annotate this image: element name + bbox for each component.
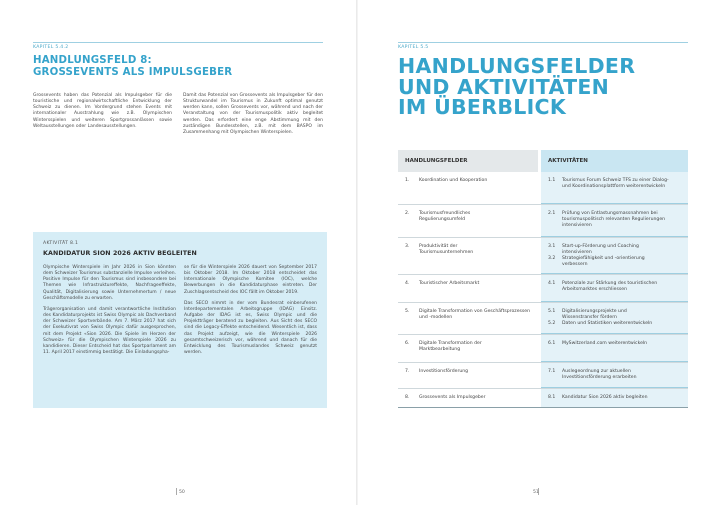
activity-item [541,369,688,381]
field-number: 1. [405,178,410,183]
table-row [398,205,688,238]
activity-column-2 [184,265,317,361]
field-label: Produktivität der Tourismusunternehmen [419,244,474,256]
table-header [398,150,688,172]
activity-number: 7.1 [548,369,556,374]
field-number: 4. [405,281,410,286]
activity-number: 6.1 [548,341,556,346]
activity-cell [541,172,688,204]
field-number: 3. [405,244,410,249]
field-label: Investitionsförderung [419,369,469,374]
section-heading-line2: GROSSEVENTS ALS IMPULSGEBER [33,66,233,78]
activity-kicker: AKTIVITÄT 8.1 [43,241,79,246]
activity-cell [541,205,688,237]
table-row [398,389,688,408]
activity-label: MySwitzerland.com weiterentwickeln [562,341,648,346]
activity-cell [541,238,688,274]
activity-label: Strategiefähigkeit und -orientierung verbessern [562,256,645,268]
intro-column-2 [183,93,323,141]
field-label: Touristischer Arbeitsmarkt [419,281,480,286]
field-cell [398,363,538,388]
activity-number: 5.2 [548,321,556,327]
table-row [398,172,688,205]
activity-item [541,244,688,256]
overview-heading-line2: UND AKTIVITÄTEN [398,74,610,99]
page-number-rule [176,488,177,495]
field-number: 5. [405,309,410,314]
table-row [398,303,688,335]
field-cell [398,238,538,274]
activity-cell [541,303,688,334]
header-activities: AKTIVITÄTEN [541,150,688,172]
activity-paragraph-3: se für die Winterspiele 2026 dauert von September 2017 bis Oktober 2018. Im Oktober 2018 entscheidet das Internationale Olympische Komitee (IOC), welche Bewerbungen in die Kandidaturphase eintreten. Der Zuschlagsentscheid des IOC fällt im Oktober 2019. [184,265,317,295]
activity-paragraph-2: Trägerorganisation und damit verantwortliche Institution des Kandidaturprojekts ist Swiss Olympic als Dachverband der Schweizer Sportverbände. Am 7. März 2017 hat sich der Exekutivrat von Swiss Olympic dafür ausgesprochen, mit dem Projekt «Sion 2026. Die Spiele im Herzen der Schweiz» für die Olympischen Winterspiele 2026 zu kandidieren. Dieser Entscheid hat das Sportparlament am 11. April 2017 einstimmig bestätigt. Die Einladungspha- [43,306,176,356]
activity-item [541,281,688,293]
activity-label: Auslegeordnung zur aktuellen Investitionsförderung erarbeiten [562,369,637,381]
top-rule [33,42,323,43]
chapter-kicker: KAPITEL 5.4.2 [33,45,69,50]
activity-item [541,395,688,401]
activity-number: 3.1 [548,244,556,249]
field-number: 2. [405,211,410,216]
activity-number: 2.1 [548,211,556,216]
field-label: Digitale Transformation von Geschäftsprozessen und -modellen [419,309,531,321]
activity-item [541,256,688,268]
field-number: 8. [405,395,410,400]
top-rule [398,42,688,43]
activity-label: Tourismus Forum Schweiz TFS zu einer Dialog- und Koordinationsplattform weiterentwickeln [562,178,669,190]
section-heading [33,55,323,78]
activity-box [33,232,327,408]
activity-label: Prüfung von Entlastungsmassnahmen bei tourismuspolitisch relevanten Regulierungen intensivieren [562,211,666,229]
activity-label: Daten und Statistiken weiterentwickeln [562,321,653,327]
activity-number: 5.1 [548,309,556,314]
chapter-kicker: KAPITEL 5.5 [398,45,429,50]
activity-cell [541,389,688,407]
activity-column-1 [43,265,176,361]
header-fields: HANDLUNGSFELDER [398,150,538,172]
field-label: Koordination und Kooperation [419,178,488,183]
activity-number: 4.1 [548,281,556,286]
activity-number: 3.2 [548,256,556,262]
field-cell [398,205,538,237]
overview-heading-line1: HANDLUNGSFELDER [398,54,636,78]
page-number: 50 [179,490,185,495]
intro-paragraph-2: Damit das Potenzial von Grossevents als Impulsgeber für den Strukturwandel im Tourismus in Zukunft optimal genutzt werden kann, sollen Grossevents vor, während und nach der Veranstaltung von der Tourismuspolitik aktiv begleitet werden. Das erfordert eine enge Abstimmung mit den zuständigen Bundesstellen, z.B. mit dem BASPO im Zusammenhang mit Olympischen Winterspielen. [183,93,323,135]
activity-label: Kandidatur Sion 2026 aktiv begleiten [562,395,648,400]
table-row [398,238,688,275]
intro-column-1 [33,93,172,135]
field-number: 7. [405,369,410,374]
field-cell [398,389,538,407]
activity-item [541,341,688,347]
activity-paragraph-1: Olympische Winterspiele im Jahr 2026 in Sion könnten dem Schweizer Tourismus substanzielle Impulse verleihen. Positive Impulse für den Tourismus sind insbesondere bei Themen wie Infrastruktureffekte, Nachfrageeffekte, Qualität, Digitalisierung sowie Unternehmertum / neue Geschäftsmodelle zu erwarten. [43,265,176,301]
field-cell [398,335,538,362]
table-row [398,275,688,303]
activity-item [541,309,688,321]
field-cell [398,303,538,334]
activity-cell [541,275,688,302]
page-number: 51 [533,490,539,495]
activity-item [541,178,688,190]
right-page [358,0,715,505]
field-label: Grossevents als Impulsgeber [419,395,486,400]
table-row [398,335,688,363]
activity-cell [541,363,688,388]
overview-table [398,150,688,408]
activity-label: Digitalisierungsprojekte und Wissenstransfer fördern [562,309,627,321]
table-row [398,363,688,389]
activity-title: KANDIDATUR SION 2026 AKTIV BEGLEITEN [43,250,197,257]
activity-number: 1.1 [548,178,556,183]
section-heading-line1: HANDLUNGSFELD 8: [33,55,152,66]
field-label: Tourismusfreundliches Regulierungsumfeld [419,211,471,223]
field-label: Digitale Transformation der Marktbearbeitung [419,341,482,353]
activity-label: Potenziale zur Stärkung des touristischen Arbeitsmarktes erschliessen [562,281,658,293]
left-page [0,0,357,505]
activity-item [541,321,688,327]
overview-heading-line3: IM ÜBERBLICK [398,95,567,119]
activity-item [541,211,688,229]
field-cell [398,275,538,302]
activity-paragraph-4: Das SECO nimmt in der vom Bundesrat einberufenen Interdepartementalen Arbeitsgruppe (IDAG) Einsitz. Aufgabe der IDAG ist es, Swiss Olympic und die Projektträger beratend zu begleiten. Aus Sicht des SECO sind die Legacy-Effekte entscheidend. Wesentlich ist, dass das Projekt aufzeigt, wie die Winterspiele 2026 gesamtschweizerisch vor, während und danach für die Entwicklung des Tourismuslandes Schweiz genutzt werden. [184,300,317,356]
activity-label: Start-up-Förderung und Coaching intensivieren [562,244,639,256]
field-number: 6. [405,341,410,346]
activity-cell [541,335,688,362]
overview-heading [398,56,698,118]
intro-paragraph-1: Grossevents haben das Potenzial als Impulsgeber für die touristische und regionalwirtschaftliche Entwicklung der Schweiz zu dienen. Im Vordergrund stehen Events mit internationaler Ausstrahlung wie z.B. Olympischen Wintersspielen und weiteren Sportgrossanlässen sowie Weltausstellungen oder Landesausstellungen. [33,93,172,129]
activity-number: 8.1 [548,395,556,400]
field-cell [398,172,538,204]
